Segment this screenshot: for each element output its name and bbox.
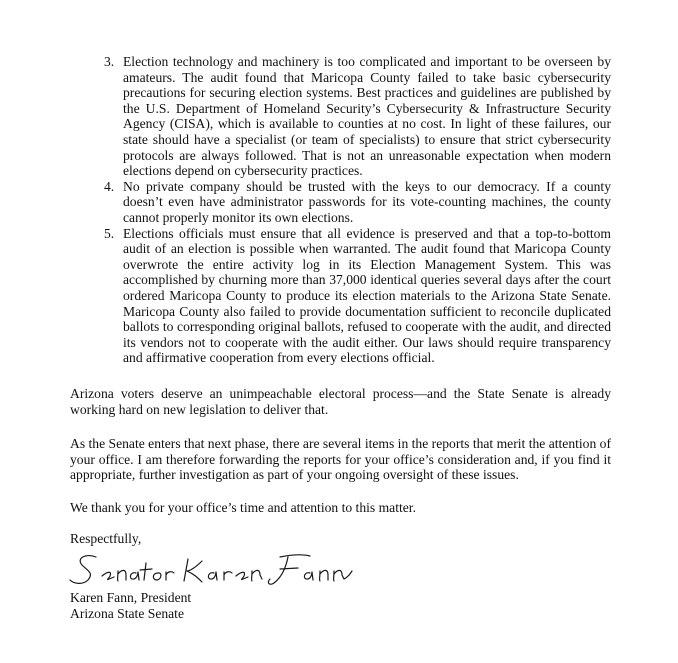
paragraph-next-phase: As the Senate enters that next phase, there are several items in the reports that merit the attention of your office. I am therefore forwarding the reports for your office’s consideration and, if you find it appropriate, further investigation as part of your ongoing oversight of these issues. (70, 436, 611, 483)
handwritten-signature (66, 549, 356, 593)
signer-organization: Arizona State Senate (70, 605, 184, 621)
recommendations-list (98, 54, 611, 366)
closing-salutation: Respectfully, (70, 531, 142, 546)
list-item-number: 3. (104, 54, 115, 69)
list-item-number: 4. (104, 178, 115, 194)
list-item (98, 226, 611, 366)
list-item-text: No private company should be trusted with the keys to our democracy. If a county doesn’t even have administrator passwords for its vote-counting machines, the county cannot properly monitor its own elections. (123, 178, 611, 225)
list-item-text: Election technology and machinery is too complicated and important to be overseen by amateurs. The audit found that Maricopa County failed to take basic cybersecurity precautions for securing election systems. Best practices and guidelines are published by the U.S. Department of Homeland Security’s Cybersecurity & Infrastructure Security Agency (CISA), which is available to counties at no cost. In light of these failures, our state should have a specialist (or team of specialists) to ensure that strict cybersecurity protocols are always followed. That is not an unreasonable expectation when modern elections depend on cybersecurity practices. (123, 54, 611, 179)
signer-name: Karen Fann, President (70, 590, 192, 605)
list-item (98, 179, 611, 226)
paragraph-thanks: We thank you for your office’s time and attention to this matter. (70, 500, 416, 515)
paragraph-voters: Arizona voters deserve an unimpeachable electoral process—and the State Senate is already working hard on new legislation to deliver that. (70, 386, 611, 417)
list-item-text: Elections officials must ensure that all evidence is preserved and that a top-to-bottom audit of an election is possible when warranted. The audit found that Maricopa County overwrote the entire activity log in its Election Management System. This was accomplished by churning more than 37,000 identical queries several days after the court ordered Maricopa County to produce its election materials to the Arizona State Senate. Maricopa County also failed to provide documentation sufficient to reconcile duplicated ballots to corresponding original ballots, refused to cooperate with the audit, and directed its vendors not to cooperate with the audit either. Our laws should require transparency and affirmative cooperation from every elections official. (123, 225, 611, 366)
signer-block (70, 590, 191, 621)
list-item (98, 54, 611, 179)
list-item-number: 5. (104, 225, 115, 241)
